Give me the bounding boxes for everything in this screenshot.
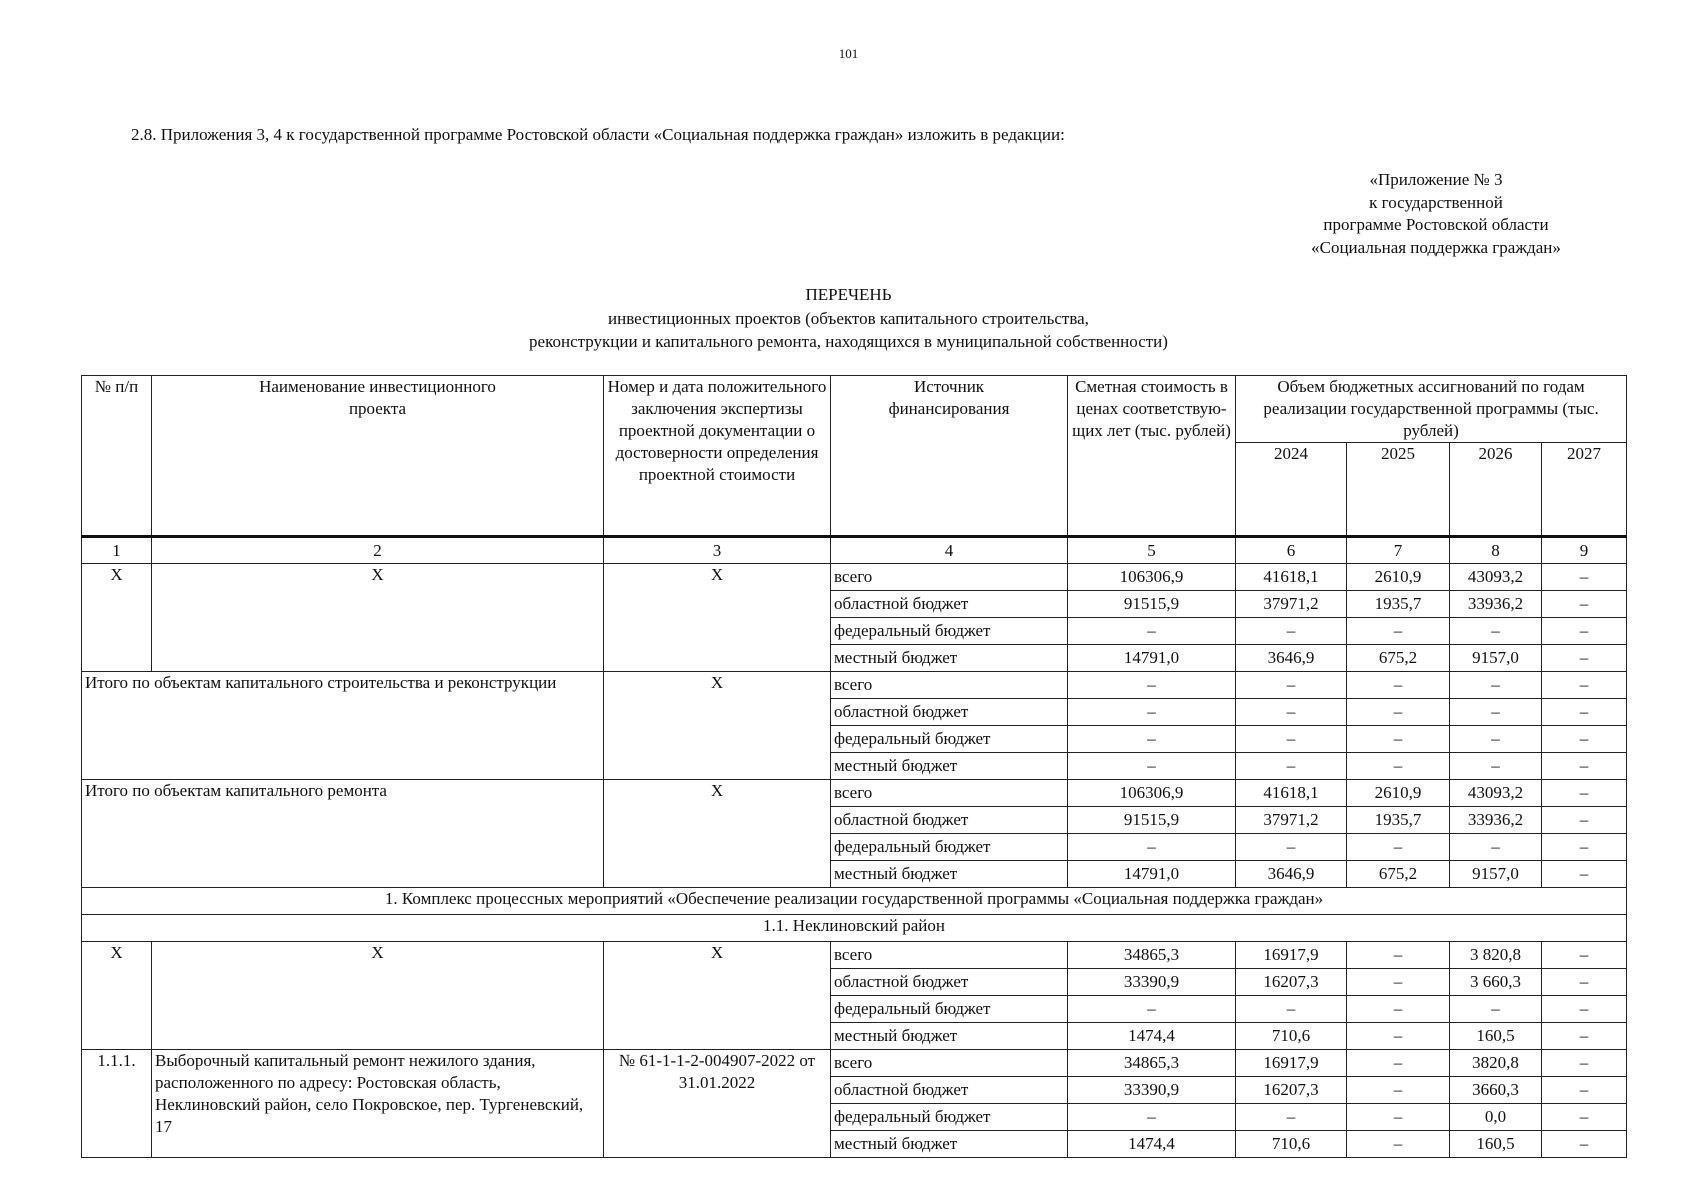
project-conclusion: № 61-1-1-2-004907-2022 от 31.01.2022 <box>604 1050 831 1158</box>
row-conclusion: Х <box>604 672 831 780</box>
row-cost: – <box>1068 618 1236 645</box>
appendix-line: «Приложение № 3 <box>1369 170 1503 189</box>
row-2025: – <box>1347 726 1450 753</box>
row-2026: 33936,2 <box>1450 591 1542 618</box>
row-2024: 16207,3 <box>1236 1077 1347 1104</box>
row-2024: – <box>1236 618 1347 645</box>
row-source: федеральный бюджет <box>831 834 1068 861</box>
row-2027: – <box>1542 1023 1627 1050</box>
row-source: местный бюджет <box>831 861 1068 888</box>
header-cost: Сметная стоимость в ценах соответствую-щих лет (тыс. рублей) <box>1068 376 1236 537</box>
row-name: Х <box>152 564 604 672</box>
appendix-header <box>1266 169 1606 259</box>
row-2026: – <box>1450 672 1542 699</box>
row-2025: – <box>1347 969 1450 996</box>
row-2024: 710,6 <box>1236 1131 1347 1158</box>
document-title <box>0 283 1697 354</box>
row-2024: – <box>1236 753 1347 780</box>
row-2026: – <box>1450 753 1542 780</box>
intro-paragraph: 2.8. Приложения 3, 4 к государственной программе Ростовской области «Социальная поддержка граждан» изложить в редакции: <box>131 125 1065 144</box>
row-cost: – <box>1068 753 1236 780</box>
page-number: 101 <box>838 46 859 61</box>
row-cost: 106306,9 <box>1068 564 1236 591</box>
row-cost: – <box>1068 1104 1236 1131</box>
row-2026: 3 820,8 <box>1450 942 1542 969</box>
row-source: областной бюджет <box>831 591 1068 618</box>
row-conclusion: Х <box>604 942 831 1050</box>
appendix-line: «Социальная поддержка граждан» <box>1311 237 1561 257</box>
table-row <box>82 780 1627 807</box>
row-2026: – <box>1450 726 1542 753</box>
subsection-title: 1.1. Неклиновский район <box>82 915 1627 942</box>
row-cost: 33390,9 <box>1068 969 1236 996</box>
row-2026: 160,5 <box>1450 1023 1542 1050</box>
row-cost: 14791,0 <box>1068 645 1236 672</box>
title-line: инвестиционных проектов (объектов капитального строительства, <box>608 308 1089 328</box>
header-year: 2026 <box>1450 443 1542 537</box>
row-2025: – <box>1347 942 1450 969</box>
title-line: ПЕРЕЧЕНЬ <box>805 285 892 304</box>
row-cost: 33390,9 <box>1068 1077 1236 1104</box>
column-number: 5 <box>1068 537 1236 564</box>
row-2027: – <box>1542 942 1627 969</box>
column-number: 3 <box>604 537 831 564</box>
row-cost: 1474,4 <box>1068 1023 1236 1050</box>
row-2027: – <box>1542 672 1627 699</box>
row-2025: – <box>1347 1050 1450 1077</box>
row-2025: – <box>1347 672 1450 699</box>
table-row <box>82 564 1627 591</box>
row-2024: – <box>1236 996 1347 1023</box>
row-2025: – <box>1347 834 1450 861</box>
table-row <box>82 942 1627 969</box>
row-source: всего <box>831 780 1068 807</box>
row-2024: 16917,9 <box>1236 942 1347 969</box>
header-conclusion: Номер и дата положительного заключения экспертизы проектной документации о достоверности определения проектной стоимости <box>604 376 831 537</box>
row-cost: – <box>1068 834 1236 861</box>
row-2026: 0,0 <box>1450 1104 1542 1131</box>
row-2025: 2610,9 <box>1347 564 1450 591</box>
row-2026: 3820,8 <box>1450 1050 1542 1077</box>
row-cost: 1474,4 <box>1068 1131 1236 1158</box>
column-number: 6 <box>1236 537 1347 564</box>
row-2027: – <box>1542 996 1627 1023</box>
column-number: 8 <box>1450 537 1542 564</box>
row-2024: 41618,1 <box>1236 564 1347 591</box>
header-year: 2027 <box>1542 443 1627 537</box>
row-name: Х <box>152 942 604 1050</box>
row-2024: 3646,9 <box>1236 645 1347 672</box>
row-2024: 16917,9 <box>1236 1050 1347 1077</box>
row-2024: – <box>1236 834 1347 861</box>
row-cost: – <box>1068 726 1236 753</box>
header-year: 2025 <box>1347 443 1450 537</box>
row-2027: – <box>1542 834 1627 861</box>
section-row <box>82 915 1627 942</box>
row-2025: – <box>1347 1023 1450 1050</box>
row-2027: – <box>1542 1131 1627 1158</box>
row-2024: 41618,1 <box>1236 780 1347 807</box>
row-2026: – <box>1450 618 1542 645</box>
header-num: № п/п <box>82 376 152 537</box>
row-2024: 16207,3 <box>1236 969 1347 996</box>
row-2027: – <box>1542 969 1627 996</box>
row-2026: – <box>1450 834 1542 861</box>
row-2024: 37971,2 <box>1236 807 1347 834</box>
row-cost: 91515,9 <box>1068 591 1236 618</box>
row-2026: 9157,0 <box>1450 861 1542 888</box>
row-source: всего <box>831 564 1068 591</box>
row-2024: 3646,9 <box>1236 861 1347 888</box>
row-source: федеральный бюджет <box>831 1104 1068 1131</box>
row-source: федеральный бюджет <box>831 618 1068 645</box>
row-2026: – <box>1450 996 1542 1023</box>
row-2025: 2610,9 <box>1347 780 1450 807</box>
row-2024: – <box>1236 699 1347 726</box>
column-number: 9 <box>1542 537 1627 564</box>
row-2027: – <box>1542 645 1627 672</box>
row-num: Х <box>82 564 152 672</box>
row-2027: – <box>1542 780 1627 807</box>
row-cost: 14791,0 <box>1068 861 1236 888</box>
appendix-line: программе Ростовской области <box>1323 215 1549 234</box>
row-2026: 3660,3 <box>1450 1077 1542 1104</box>
row-conclusion: Х <box>604 780 831 888</box>
row-cost: 106306,9 <box>1068 780 1236 807</box>
total-construction-label: Итого по объектам капитального строительства и реконструкции <box>82 672 604 780</box>
row-source: местный бюджет <box>831 753 1068 780</box>
row-source: областной бюджет <box>831 969 1068 996</box>
header-source: Источник финансирования <box>831 376 1068 537</box>
row-source: местный бюджет <box>831 1131 1068 1158</box>
row-source: всего <box>831 1050 1068 1077</box>
row-2025: 675,2 <box>1347 645 1450 672</box>
section-title: 1. Комплекс процессных мероприятий «Обеспечение реализации государственной программы «Социальная поддержка граждан» <box>82 888 1627 915</box>
row-source: всего <box>831 672 1068 699</box>
row-cost: 34865,3 <box>1068 942 1236 969</box>
row-2026: 9157,0 <box>1450 645 1542 672</box>
total-repair-label: Итого по объектам капитального ремонта <box>82 780 604 888</box>
header-year: 2024 <box>1236 443 1347 537</box>
row-cost: 34865,3 <box>1068 1050 1236 1077</box>
row-2026: 160,5 <box>1450 1131 1542 1158</box>
row-source: областной бюджет <box>831 807 1068 834</box>
row-cost: – <box>1068 996 1236 1023</box>
row-2025: – <box>1347 753 1450 780</box>
row-num: 1.1.1. <box>82 1050 152 1158</box>
row-source: областной бюджет <box>831 1077 1068 1104</box>
row-2027: – <box>1542 807 1627 834</box>
column-number: 2 <box>152 537 604 564</box>
row-2025: – <box>1347 1104 1450 1131</box>
table-row <box>82 1050 1627 1077</box>
appendix-line: к государственной <box>1369 192 1503 212</box>
row-2027: – <box>1542 699 1627 726</box>
row-2025: – <box>1347 699 1450 726</box>
column-numbers-row <box>82 537 1627 564</box>
row-2025: – <box>1347 996 1450 1023</box>
row-2027: – <box>1542 591 1627 618</box>
column-number: 1 <box>82 537 152 564</box>
row-source: местный бюджет <box>831 645 1068 672</box>
header-name: Наименование инвестиционного проекта <box>152 376 604 537</box>
investment-projects-table <box>81 375 1627 1158</box>
row-2027: – <box>1542 618 1627 645</box>
row-2025: – <box>1347 1077 1450 1104</box>
row-2027: – <box>1542 726 1627 753</box>
row-2024: – <box>1236 1104 1347 1131</box>
row-cost: 91515,9 <box>1068 807 1236 834</box>
row-cost: – <box>1068 672 1236 699</box>
row-2025: 1935,7 <box>1347 591 1450 618</box>
row-source: федеральный бюджет <box>831 996 1068 1023</box>
row-2026: 43093,2 <box>1450 564 1542 591</box>
row-2027: – <box>1542 753 1627 780</box>
row-2027: – <box>1542 564 1627 591</box>
row-2027: – <box>1542 1050 1627 1077</box>
column-number: 7 <box>1347 537 1450 564</box>
header-volume: Объем бюджетных ассигнований по годам реализации государственной программы (тыс. рублей) <box>1236 376 1627 443</box>
row-2027: – <box>1542 1104 1627 1131</box>
title-line: реконструкции и капитального ремонта, находящихся в муниципальной собственности) <box>529 332 1168 351</box>
row-2025: – <box>1347 618 1450 645</box>
row-cost: – <box>1068 699 1236 726</box>
project-name: Выборочный капитальный ремонт нежилого здания, расположенного по адресу: Ростовская область, Неклиновский район, село Покровское, пер. Тургеневский, 17 <box>152 1050 604 1158</box>
column-number: 4 <box>831 537 1068 564</box>
row-2026: 43093,2 <box>1450 780 1542 807</box>
row-2026: 33936,2 <box>1450 807 1542 834</box>
row-2026: – <box>1450 699 1542 726</box>
row-2025: 675,2 <box>1347 861 1450 888</box>
row-source: всего <box>831 942 1068 969</box>
row-2024: 37971,2 <box>1236 591 1347 618</box>
row-2024: – <box>1236 726 1347 753</box>
table-row <box>82 672 1627 699</box>
row-source: федеральный бюджет <box>831 726 1068 753</box>
row-2024: 710,6 <box>1236 1023 1347 1050</box>
row-source: областной бюджет <box>831 699 1068 726</box>
row-2027: – <box>1542 861 1627 888</box>
row-2026: 3 660,3 <box>1450 969 1542 996</box>
row-num: Х <box>82 942 152 1050</box>
row-source: местный бюджет <box>831 1023 1068 1050</box>
section-row <box>82 888 1627 915</box>
row-2025: – <box>1347 1131 1450 1158</box>
row-2027: – <box>1542 1077 1627 1104</box>
row-2024: – <box>1236 672 1347 699</box>
row-conclusion: Х <box>604 564 831 672</box>
row-2025: 1935,7 <box>1347 807 1450 834</box>
